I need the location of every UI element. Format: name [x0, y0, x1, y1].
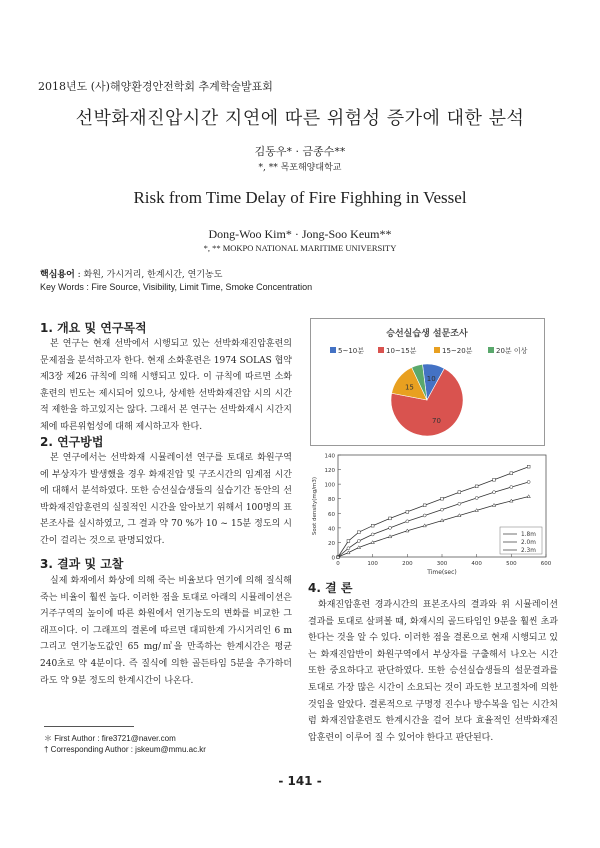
data-point [371, 533, 374, 536]
authors-english: Dong-Woo Kim* · Jong-Soo Keum** [208, 227, 392, 241]
pie-legend-swatch [378, 347, 384, 353]
title-english: Risk from Time Delay of Fire Fighhing in Vessel [133, 188, 467, 207]
data-point [347, 540, 350, 543]
data-point [357, 531, 360, 534]
y-tick-label: 20 [328, 540, 335, 547]
keywords-english [40, 282, 312, 292]
pie-legend-label: 15~20분 [442, 347, 473, 355]
data-point [441, 508, 444, 511]
data-point [357, 539, 360, 542]
data-point [371, 524, 374, 527]
keywords-english-label: Key Words [40, 282, 84, 292]
data-point [441, 497, 444, 500]
footnote-first-author: ＊ First Author : fire3721@naver.com [44, 734, 176, 743]
x-tick-label: 100 [367, 561, 378, 567]
x-tick-label: 0 [336, 561, 340, 567]
data-point [475, 496, 478, 499]
section-2-body: 본 연구에서는 선박화재 시뮬레이션 연구를 토대로 화원구역에 부상자가 발생했을 경우 화재진압 및 구조시간의 임계점 시간에 대해서 분석하였다. 또한 승선실습생들의 실습기간 동안의 선박화재진압훈련의 실질적인 시간을 알아보기 위해서 100명의 표본조사를 실시하였고, 그 결과 약 70 %가 10 ~ 15분 정도의 시간이 걸리는 것으로 판명되었다. [40, 453, 292, 546]
y-tick-label: 120 [324, 468, 335, 475]
pie-slices [391, 364, 463, 436]
survey-pie-chart [310, 318, 545, 446]
pie-legend-swatch [488, 347, 494, 353]
data-point [423, 514, 426, 517]
data-point [527, 480, 530, 483]
section-1-heading: 1. 개요 및 연구목적 [40, 321, 147, 335]
y-tick-label: 80 [328, 497, 335, 504]
x-tick-label: 600 [540, 561, 552, 567]
pie-legend-label: 10~15분 [386, 347, 417, 355]
legend-label: 2.3m [521, 548, 536, 555]
pie-slice-label: 70 [432, 417, 441, 426]
section-2-heading: 2. 연구방법 [40, 435, 104, 449]
keywords-korean-label: 핵심용어 [40, 270, 75, 280]
section-3-body: 실제 화재에서 화상에 의해 죽는 비율보다 연기에 의해 질식해 죽는 비율이 훨씬 높다. 이러한 점을 토대로 아래의 시뮬레이션은 거주구역의 높이에 따른 화원에서 연기농도의 변화를 비교한 그래프이다. 이 그래프의 결론에 따르면 대피한계 가시거리인 6 m 그리고 연기농도값인 65 mg/㎥을 만족하는 한계시간은 평균 240초로 약 4분이다. 즉 질식에 의한 골든타임 5분을 추가하더라도 약 9분 정도의 한계시간이 나온다. [40, 576, 292, 686]
x-axis-label: Time(sec) [427, 569, 457, 576]
data-point [527, 465, 530, 468]
keywords-korean [40, 267, 222, 280]
pie-legend-swatch [330, 347, 336, 353]
affiliation-english: *, ** MOKPO NATIONAL MARITIME UNIVERSITY [203, 243, 397, 253]
data-point [493, 478, 496, 481]
data-point [406, 510, 409, 513]
y-tick-label: 60 [328, 511, 335, 518]
affiliation-korean: *, ** 목포해양대학교 [258, 163, 342, 173]
x-tick-label: 500 [506, 561, 517, 567]
pie-chart-title: 승선실습생 설문조사 [386, 329, 468, 339]
data-point [347, 547, 350, 550]
keywords-korean-text: : 화원, 가시거리, 한계시간, 연기농도 [74, 270, 223, 280]
footnote-rule [44, 726, 134, 727]
footnote-corresponding-author: † Corresponding Author : jskeum@mmu.ac.kr [44, 745, 206, 754]
page-number: - 141 - [278, 774, 322, 788]
data-point [406, 520, 409, 523]
pie-slice-label: 10 [426, 375, 436, 384]
section-4-heading: 4. 결 론 [308, 581, 353, 595]
keywords-english-text: : Fire Source, Visibility, Limit Time, Smoke Concentration [83, 282, 313, 292]
x-tick-label: 200 [402, 561, 413, 567]
data-point [475, 485, 478, 488]
authors-korean: 김동우* · 금종수** [254, 145, 346, 158]
x-tick-label: 400 [471, 561, 482, 567]
section-1-body: 본 연구는 현재 선박에서 시행되고 있는 선박화재진압훈련의 문제점을 분석하고자 한다. 현재 소화훈련은 1974 SOLAS 협약 제3장 제26 규칙에 의해 시행되고 있다. 이 규칙에 따르면 소화훈련의 빈도는 제시되어 있으나, 상세한 선박화재진압 시의 시간적 제한을 하고있지는 않다. 그래서 본 연구는 선박화재시 시간지체에 따른위험성에 대해 제시하고자 한다. [40, 339, 292, 432]
data-point [510, 486, 513, 489]
data-point [389, 517, 392, 520]
x-tick-label: 300 [436, 561, 448, 567]
data-point [458, 502, 461, 505]
section-4-body: 화재진압훈련 경과시간의 표본조사의 결과와 위 시뮬레이션 결과를 토대로 살펴볼 때, 화재시의 골드타임인 9분을 훨씬 초과한다는 것을 알 수 있다. 이러한 점을 결론으로 현재 시행되고 있는 화재진압반이 화원구역에서 부상자를 구출해서 나오는 시간 또한 중요하다고 판단하였다. 또한 승선실습생들의 설문결과를 토대로 가장 많은 시간이 소요되는 것이 과도한 보고절차에 의한 것임을 알았다. 결론적으로 구명정 진수나 방수복을 입는 시간처럼 화재진압훈련도 한계시간을 걸어 보다 효율적인 선박화재진압훈련이 이루어 질 수 있어야 한다고 판단된다. [308, 600, 558, 743]
data-point [510, 472, 513, 475]
y-tick-label: 100 [324, 482, 335, 489]
pie-legend-label: 20분 이상 [496, 347, 528, 355]
legend-label: 1.8m [521, 532, 536, 539]
y-axis-label: Soot density(mg/m3) [312, 476, 318, 536]
pie-legend-swatch [434, 347, 440, 353]
data-point [423, 504, 426, 507]
data-point [458, 491, 461, 494]
data-point [527, 495, 530, 498]
pie-slice-label: 15 [404, 383, 414, 392]
legend-label: 2.0m [521, 540, 536, 547]
data-point [389, 526, 392, 529]
conference-name: 2018년도 (사)해양환경안전학회 추계학술발표회 [38, 80, 273, 93]
line-chart-legend [500, 527, 542, 554]
y-tick-label: 40 [328, 526, 335, 533]
pie-legend-label: 5~10분 [338, 347, 364, 355]
section-3-heading: 3. 결과 및 고찰 [40, 557, 124, 571]
data-point [493, 491, 496, 494]
y-tick-label: 0 [331, 555, 335, 562]
soot-density-line-chart [308, 447, 556, 579]
y-tick-label: 140 [324, 453, 335, 460]
title-korean: 선박화재진압시간 지연에 따른 위험성 증가에 대한 분석 [75, 108, 525, 129]
